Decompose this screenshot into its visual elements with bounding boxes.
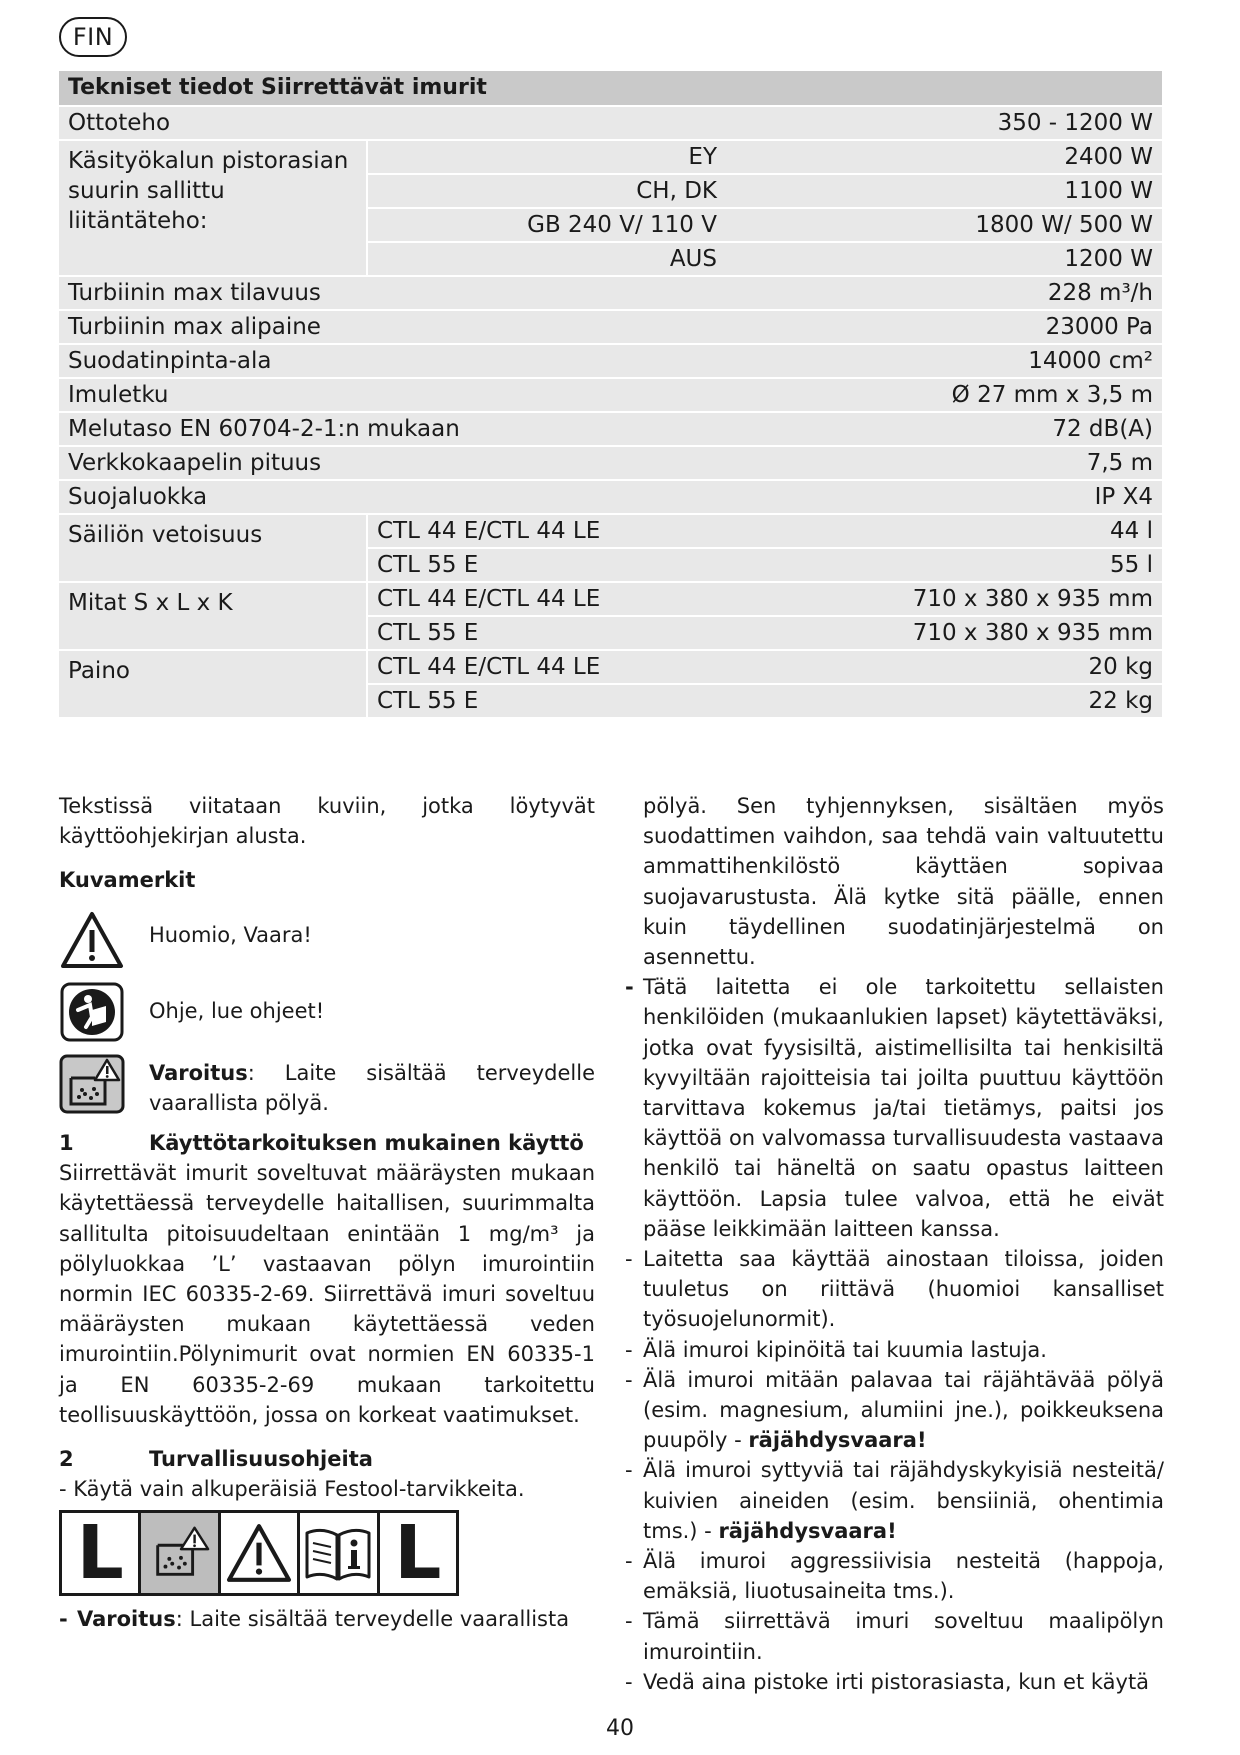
row-value: 1100 W: [726, 175, 1162, 209]
row-value: 20 kg: [726, 651, 1162, 685]
row-label: Turbiinin max alipaine: [59, 311, 726, 345]
row-model: CTL 55 E: [366, 685, 726, 719]
section-title: Käyttötarkoituksen mukainen käyttö: [149, 1131, 584, 1156]
row-label: Paino: [59, 651, 366, 719]
safety-line: - Käytä vain alkuperäisiä Festool-tarvikkeita.: [59, 1477, 525, 1502]
bullet-text: Tämä siirrettävä imuri soveltuu maalipölyn imurointiin.: [643, 1609, 1164, 1664]
bullet-text: Laitetta saa käyttää ainostaan tiloissa, joiden tuuletus on riittävä (huomioi kansalliset työsuojelunormit).: [643, 1247, 1164, 1332]
bullet-content: [643, 1455, 1164, 1546]
spec-table-title: Tekniset tiedot Siirrettävät imurit: [59, 71, 1162, 107]
bullet-dash: -: [625, 1247, 633, 1272]
row-value: 7,5 m: [726, 447, 1162, 481]
warning-icon: [224, 1522, 294, 1584]
symbols-heading: Kuvamerkit: [59, 868, 196, 893]
table-row: [59, 515, 1162, 549]
row-value: 1200 W: [726, 243, 1162, 277]
list-item: [59, 1604, 595, 1634]
row-value: 23000 Pa: [726, 311, 1162, 345]
bullet-dash: -: [625, 1549, 633, 1574]
varoitus-text: : Laite sisältää terveydelle vaarallista pölyä.: [149, 1060, 595, 1115]
manual-info-icon: [300, 1513, 379, 1593]
table-row: [59, 379, 1162, 413]
continued-text: pölyä. Sen tyhjennyksen, sisältäen myös suodattimen vaihdon, saa tehdä vain valtuutettu ammattihenkilöstö käyttäen sopivaa suojavarustusta. Älä kytke sitä päälle, ennen kuin täydellinen suodatinjärjestelmä on asennettu.: [643, 794, 1164, 970]
right-column: [625, 791, 1164, 1697]
bullet-dash: -: [625, 1669, 633, 1694]
row-value: 44 l: [726, 515, 1162, 549]
list-item: [625, 972, 1164, 1244]
hazardous-dust-icon: [141, 1513, 220, 1593]
symbol-label: Ohje, lue ohjeet!: [149, 998, 325, 1023]
row-value: 228 m³/h: [726, 277, 1162, 311]
intro-text: Tekstissä viitataan kuviin, jotka löytyvät käyttöohjekirjan alusta.: [59, 794, 595, 849]
dust-class-letter: L: [76, 1510, 124, 1597]
page-number: 40: [606, 1716, 634, 1741]
row-label: Suojaluokka: [59, 481, 726, 515]
varoitus-text: : Laite sisältää terveydelle vaarallista: [175, 1607, 570, 1632]
explosion-warning: räjähdysvaara!: [718, 1518, 897, 1543]
row-label: Mitat S x L x K: [59, 583, 366, 651]
dust-container-icon: [148, 1521, 212, 1585]
book-info-icon: [303, 1523, 373, 1583]
row-value: 350 - 1200 W: [726, 107, 1162, 141]
spec-table-header: [59, 71, 1162, 107]
class-l-icon-strip: [59, 1510, 459, 1596]
bullet-text: Vedä aina pistoke irti pistorasiasta, kun et käytä: [643, 1669, 1150, 1694]
row-value: 1800 W/ 500 W: [726, 209, 1162, 243]
section-number: 2: [59, 1447, 74, 1472]
table-row: [59, 413, 1162, 447]
bullet-text: Älä imuroi aggressiivisia nesteitä (happoja, emäksiä, liuotusaineita tms.).: [643, 1549, 1164, 1604]
symbol-warning: [59, 910, 595, 970]
row-region: AUS: [366, 243, 726, 277]
bullet-dash: -: [625, 1337, 633, 1362]
symbol-manual: [59, 982, 595, 1042]
table-row: [59, 651, 1162, 685]
list-item: [625, 1335, 1164, 1365]
row-value: 2400 W: [726, 141, 1162, 175]
table-row: [59, 583, 1162, 617]
row-value: Ø 27 mm x 3,5 m: [726, 379, 1162, 413]
row-value: 22 kg: [726, 685, 1162, 719]
row-label: Verkkokaapelin pituus: [59, 447, 726, 481]
row-label: Melutaso EN 60704-2-1:n mukaan: [59, 413, 726, 447]
dust-class-l-icon: [62, 1510, 141, 1597]
bullet-dash: -: [625, 975, 634, 1000]
row-label: Imuletku: [59, 379, 726, 413]
table-row: [59, 447, 1162, 481]
section-title: Turvallisuusohjeita: [149, 1447, 373, 1472]
row-model: CTL 55 E: [366, 617, 726, 651]
row-label: Säiliön vetoisuus: [59, 515, 366, 583]
section-heading: [59, 1444, 595, 1474]
symbol-label: [149, 1058, 595, 1118]
row-value: 710 x 380 x 935 mm: [726, 583, 1162, 617]
bullet-text: Älä imuroi syttyviä tai räjähdyskykyisiä nesteitä/ kuivien aineiden (esim. bensiiniä, ohentimia tms.) -: [643, 1458, 1164, 1543]
bullet-text: Tätä laitetta ei ole tarkoitettu sellaisten henkilöiden (mukaanlukien lapset) käytettäväksi, jotka ovat fyysisiltä, aistimellisilta tai henkisiltä kyvyiltään rajoitteisia tai joilta puuttuu käyttöön tarvittava kokemus ja/tai tietämys, paitsi jos käyttöä on valvomassa turvallisuudesta vastaava henkilö tai häneltä on saatu opastus laitteen käyttöön. Lapsia tulee valvoa, että he eivät pääse leikkimään laitteen kanssa.: [643, 975, 1164, 1241]
row-region: GB 240 V/ 110 V: [366, 209, 726, 243]
warning-triangle-icon: [59, 910, 125, 970]
read-manual-icon: [59, 982, 125, 1042]
row-region: EY: [366, 141, 726, 175]
list-item: [625, 1455, 1164, 1546]
list-item: [625, 1606, 1164, 1666]
language-badge: FIN: [59, 17, 127, 57]
row-model: CTL 44 E/CTL 44 LE: [366, 651, 726, 685]
list-item: [625, 1667, 1164, 1697]
list-item: [625, 1365, 1164, 1456]
warning-text: [77, 1604, 595, 1634]
row-label: Ottoteho: [59, 107, 726, 141]
section-heading: [59, 1128, 595, 1158]
varoitus-label: Varoitus: [77, 1607, 176, 1632]
dust-class-letter: L: [394, 1510, 442, 1597]
table-row: [59, 107, 1162, 141]
dust-class-l-icon: [380, 1510, 456, 1597]
row-value: 14000 cm²: [726, 345, 1162, 379]
bullet-dash: -: [625, 1367, 633, 1392]
row-model: CTL 44 E/CTL 44 LE: [366, 515, 726, 549]
row-region: CH, DK: [366, 175, 726, 209]
table-row: [59, 141, 1162, 175]
section-body: Siirrettävät imurit soveltuvat määräysten mukaan käytettäessä terveydelle haitallisen, suurimmalta sallitulta pitoisuudeltaan enintään 1 mg/m³ ja pölyluokkaa ’L’ vastaavan pölyn imurointiin normin IEC 60335-2-69. Siirrettävä imuri soveltuu määräysten mukaan käytettäessä veden imurointiin.Pölynimurit ovat normien EN 60335-1 ja EN 60335-2-69 mukaan tarkoitettu teollisuuskäyttöön, jossa on korkeat vaatimukset.: [59, 1161, 595, 1427]
list-item: [625, 1546, 1164, 1606]
symbol-dust: [59, 1054, 595, 1118]
row-label: Käsityökalun pistorasian suurin sallittu liitäntäteho:: [59, 141, 366, 277]
row-value: IP X4: [726, 481, 1162, 515]
bullet-text: Älä imuroi mitään palavaa tai räjähtävää pölyä (esim. magnesium, alumiini jne.), poikkeuksena puupöly -: [643, 1367, 1164, 1453]
table-row: [59, 481, 1162, 515]
bullet-content: [643, 1365, 1164, 1456]
row-label: Turbiinin max tilavuus: [59, 277, 726, 311]
explosion-warning: räjähdysvaara!: [748, 1428, 927, 1453]
row-model: CTL 44 E/CTL 44 LE: [366, 583, 726, 617]
varoitus-label: Varoitus: [149, 1060, 248, 1085]
table-row: [59, 311, 1162, 345]
row-value: 710 x 380 x 935 mm: [726, 617, 1162, 651]
section-number: 1: [59, 1131, 74, 1156]
bullet-dash: -: [625, 1458, 633, 1483]
warning-triangle-icon: [221, 1513, 300, 1593]
symbol-label: Huomio, Vaara!: [149, 922, 312, 947]
table-row: [59, 277, 1162, 311]
row-model: CTL 55 E: [366, 549, 726, 583]
table-row: [59, 345, 1162, 379]
spec-table: [59, 71, 1162, 719]
row-value: 72 dB(A): [726, 413, 1162, 447]
row-value: 55 l: [726, 549, 1162, 583]
hazardous-dust-icon: [59, 1054, 125, 1114]
bullet-dash: -: [625, 1609, 633, 1634]
bullet-text: Älä imuroi kipinöitä tai kuumia lastuja.: [643, 1337, 1047, 1362]
bullet-dash: -: [59, 1607, 68, 1632]
row-label: Suodatinpinta-ala: [59, 345, 726, 379]
left-column: [59, 791, 595, 1635]
list-item: [625, 1244, 1164, 1335]
